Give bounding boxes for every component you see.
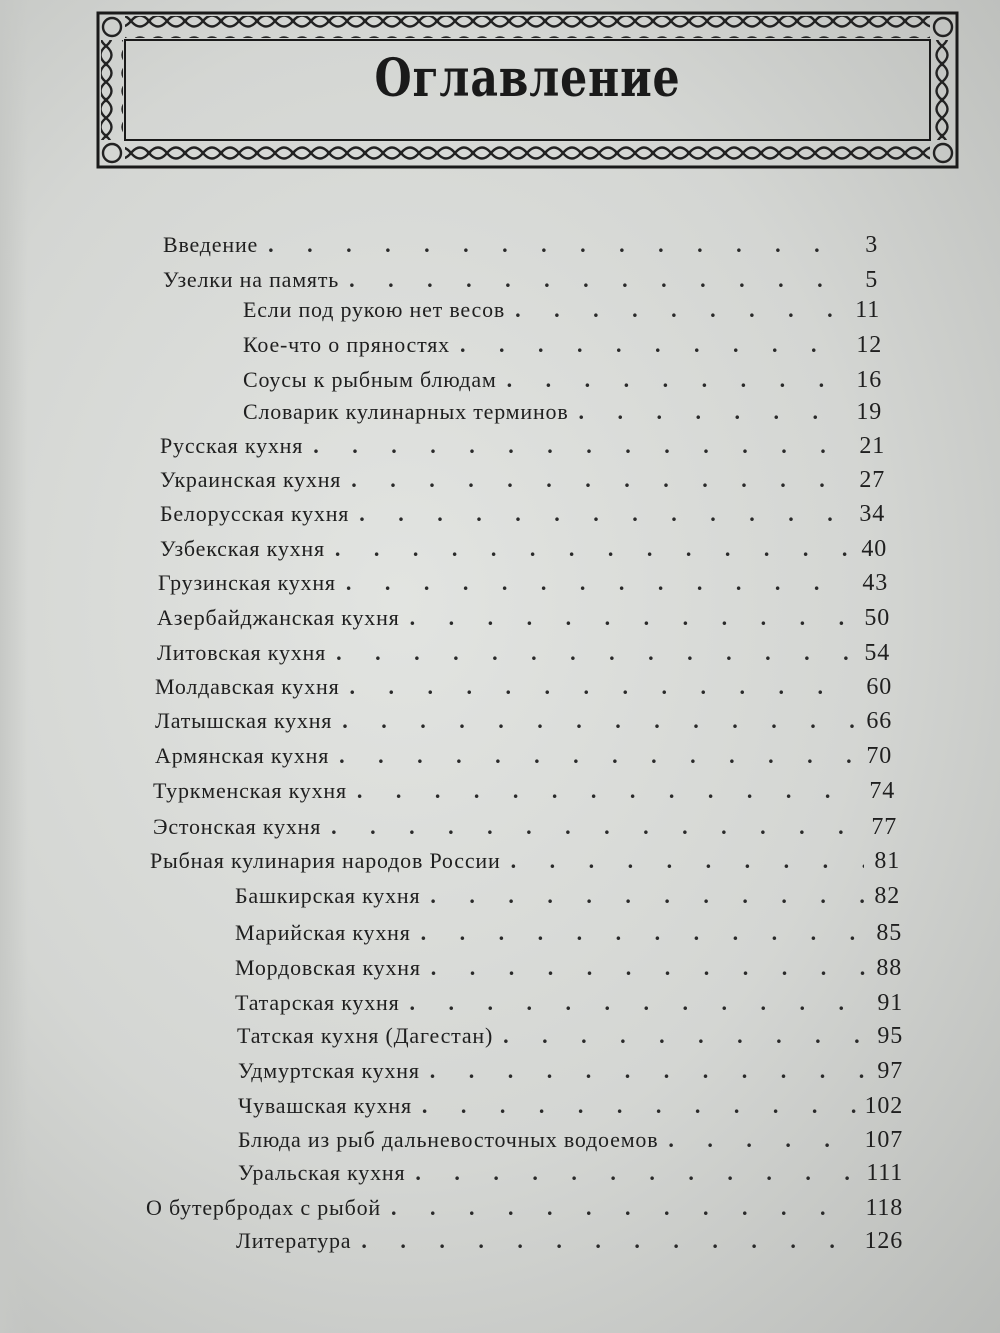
toc-entry (243, 297, 880, 324)
dot-leader (460, 332, 846, 358)
toc-entry-page-number: 74 (869, 778, 895, 804)
toc-entry-page-number: 50 (864, 605, 890, 631)
toc-entry-label: Соусы к рыбным блюдам (243, 367, 497, 392)
toc-entry-page-number: 95 (877, 1023, 903, 1049)
toc-entry-label: Марийская кухня (235, 920, 411, 945)
toc-entry-page-number: 43 (862, 570, 888, 596)
toc-entry (158, 570, 888, 597)
dot-leader (268, 232, 842, 258)
dot-leader (579, 399, 846, 425)
toc-entry-label: Туркменская кухня (153, 778, 347, 803)
dot-leader (342, 708, 856, 734)
toc-entry (146, 1195, 903, 1222)
dot-leader (415, 1160, 860, 1186)
toc-entry (163, 232, 878, 259)
toc-entry-label: Грузинская кухня (158, 570, 336, 595)
toc-entry-label: О бутербродах с рыбой (146, 1195, 381, 1220)
toc-entry-page-number: 21 (859, 433, 885, 459)
toc-entry (237, 1023, 903, 1050)
toc-entry-page-number: 3 (865, 232, 878, 258)
toc-entry (235, 920, 902, 947)
toc-entry (238, 1058, 903, 1085)
toc-entry (160, 536, 887, 563)
toc-entry-page-number: 102 (864, 1093, 903, 1119)
dot-leader (351, 467, 849, 493)
toc-entry-label: Белорусская кухня (160, 501, 350, 526)
toc-entry-label: Кое-что о пряностях (243, 332, 450, 357)
toc-entry-page-number: 91 (877, 990, 903, 1016)
toc-entry-page-number: 66 (866, 708, 892, 734)
toc-entry-page-number: 70 (866, 743, 892, 769)
toc-entry-label: Азербайджанская кухня (157, 605, 400, 630)
dot-leader (410, 990, 867, 1016)
dot-leader (313, 433, 849, 459)
toc-entry-label: Татская кухня (Дагестан) (237, 1023, 494, 1048)
toc-entry-label: Татарская кухня (235, 990, 400, 1015)
toc-entry (238, 1127, 903, 1154)
toc-entry (153, 778, 895, 805)
dot-leader (422, 1093, 859, 1119)
toc-entry (235, 883, 900, 910)
toc-entry (157, 640, 890, 667)
toc-entry-page-number: 81 (874, 848, 900, 874)
toc-entry-label: Русская кухня (160, 433, 304, 458)
page-title: Оглавление (374, 48, 681, 109)
toc-entry-page-number: 34 (859, 501, 885, 527)
toc-entry-label: Мордовская кухня (235, 955, 421, 980)
toc-entry-page-number: 27 (859, 467, 885, 493)
toc-entry-page-number: 107 (864, 1127, 903, 1153)
dot-leader (507, 367, 846, 393)
toc-entry-label: Литовская кухня (157, 640, 327, 665)
dot-leader (350, 674, 857, 700)
toc-entry-label: Удмуртская кухня (238, 1058, 420, 1083)
dot-leader (346, 570, 852, 596)
toc-entry (155, 708, 892, 735)
toc-entry-page-number: 77 (871, 814, 897, 840)
dot-leader (668, 1127, 858, 1153)
toc-entry (243, 399, 882, 426)
toc-entry-label: Латышская кухня (155, 708, 333, 733)
toc-entry-label: Блюда из рыб дальневосточных водоемов (238, 1127, 659, 1152)
dot-leader (503, 1023, 867, 1049)
toc-entry-page-number: 19 (856, 399, 882, 425)
toc-entry-label: Башкирская кухня (235, 883, 421, 908)
toc-entry (163, 267, 878, 294)
dot-leader (331, 814, 861, 840)
toc-entry-page-number: 118 (865, 1195, 903, 1221)
toc-entry (155, 674, 892, 701)
toc-entry-label: Если под рукою нет весов (243, 297, 506, 322)
toc-entry (238, 1093, 903, 1120)
toc-entry-page-number: 126 (864, 1228, 903, 1254)
toc-entry (160, 501, 885, 528)
toc-entry-label: Литература (236, 1228, 352, 1253)
toc-entry-page-number: 5 (865, 267, 878, 293)
toc-entry-label: Украинская кухня (160, 467, 342, 492)
toc-entry-label: Армянская кухня (155, 743, 330, 768)
toc-entry (243, 332, 882, 359)
dot-leader (410, 605, 854, 631)
dot-leader (391, 1195, 860, 1221)
dot-leader (430, 1058, 867, 1084)
toc-entry-label: Уральская кухня (238, 1160, 406, 1185)
toc-entry-page-number: 82 (874, 883, 900, 909)
toc-entry-page-number: 97 (877, 1058, 903, 1084)
toc-entry-label: Эстонская кухня (153, 814, 322, 839)
toc-entry-label: Словарик кулинарных терминов (243, 399, 569, 424)
toc-entry (236, 1228, 903, 1255)
dot-leader (357, 778, 859, 804)
toc-entry-page-number: 12 (856, 332, 882, 358)
toc-entry-label: Введение (163, 232, 259, 257)
toc-entry (238, 1160, 903, 1187)
toc-entry (155, 743, 892, 770)
toc-entry (160, 467, 885, 494)
toc-entry (153, 814, 897, 841)
toc-entry-page-number: 85 (876, 920, 902, 946)
dot-leader (511, 848, 864, 874)
toc-entry-label: Рыбная кулинария народов России (150, 848, 501, 873)
toc-entry-label: Узелки на память (163, 267, 340, 292)
toc-entry (157, 605, 890, 632)
dot-leader (336, 640, 854, 666)
toc-entry-page-number: 16 (856, 367, 882, 393)
dot-leader (430, 883, 864, 909)
toc-entry (160, 433, 885, 460)
toc-entry-label: Узбекская кухня (160, 536, 325, 561)
dot-leader (421, 920, 866, 946)
dot-leader (335, 536, 851, 562)
toc-entry-label: Молдавская кухня (155, 674, 340, 699)
toc-entry (235, 955, 902, 982)
toc-entry-page-number: 60 (866, 674, 892, 700)
dot-leader (339, 743, 856, 769)
dot-leader (359, 501, 849, 527)
dot-leader (361, 1228, 858, 1254)
toc-entry (235, 990, 903, 1017)
dot-leader (349, 267, 842, 293)
toc-entry-page-number: 11 (855, 297, 880, 323)
toc-entry-page-number: 54 (864, 640, 890, 666)
toc-entry-page-number: 111 (866, 1160, 903, 1186)
toc-entry (150, 848, 900, 875)
toc-entry (243, 367, 882, 394)
toc-entry-page-number: 40 (861, 536, 887, 562)
toc-entry-page-number: 88 (876, 955, 902, 981)
dot-leader (431, 955, 866, 981)
dot-leader (515, 297, 844, 323)
toc-entry-label: Чувашская кухня (238, 1093, 412, 1118)
